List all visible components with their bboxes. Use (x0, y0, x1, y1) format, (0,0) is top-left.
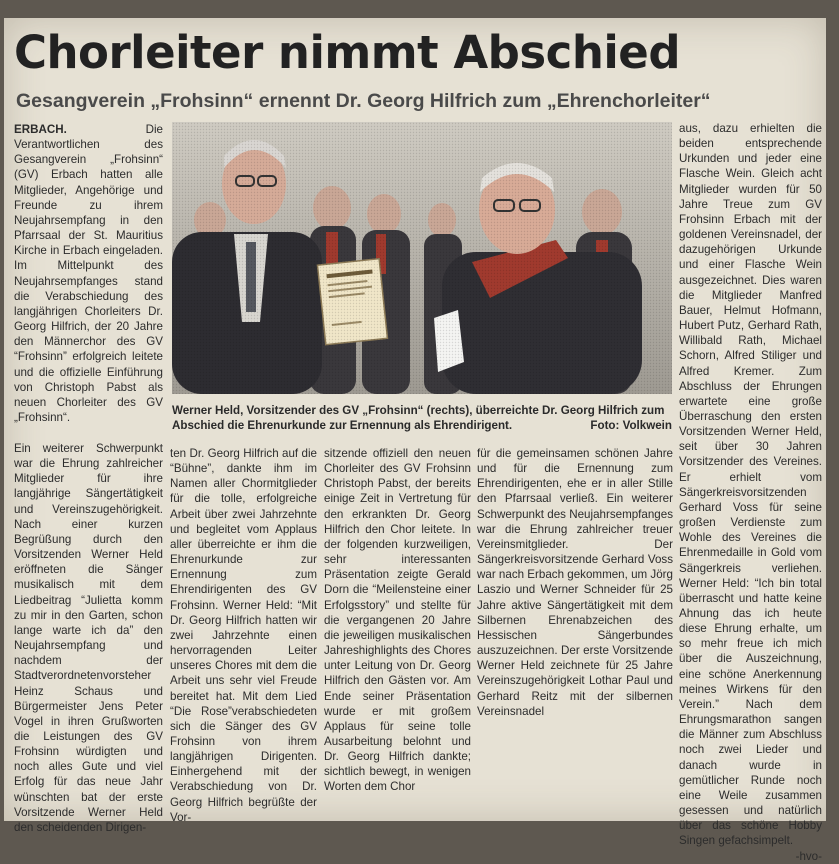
photo-caption (172, 403, 672, 433)
photo-credit: Foto: Volkwein (590, 419, 672, 432)
headline: Chorleiter nimmt Abschied (14, 26, 681, 79)
article-photo (172, 122, 672, 394)
newspaper-clipping (4, 18, 826, 863)
body-column-1 (14, 441, 163, 834)
author-signature: -hvo- (795, 849, 822, 863)
body-column-2 (170, 446, 317, 824)
body-column-5-text: aus, dazu erhielten die beiden entsprechende Urkunden und jeder eine Flasche Wein. Gleich acht Mitglieder wurden für 50 Jahre Treue zum GV Frohsinn Erbach mit der goldenen Vereinsnadel, der dazugehörigen Urkunde und einer Flasche Wein ausgezeichnet. Dies waren die Mitglieder Manfred Bauer, Helmut Hofmann, Hubert Putz, Gerhard Rath, Willibald Rath, Michael Schorn, Alfred Stiliger und Alfred Kremer. Zum Abschluss der Ehrungen erwartete eine große Überraschung den ersten Vorsitzenden Werner Held, seit über 30 Jahren Vorsitzender des Vereines. Er erhielt vom Sängerkreisvorsitzenden Gerhard Voss für seine großen Verdienste zum Wohle des Vereines die Ehrenmedaille in Gold vom Sängerkreis verliehen. Werner Held: “Ich bin total überrascht und hatte keine Ahnung das ich heute diese Ehrung erhalte, um so mehr freue ich mich über die Auszeichnung, eine schöne Anerkennung meines Wirkens für den Verein.” Nach dem Ehrungsmarathon sangen die Männer zum Abschluss noch zwei Lieder und danach wurde in gemütlicher Runde noch eine Weile zusammen gesessen und natürlich über das schöne Hobby Singen gefachsimpelt. (679, 122, 822, 848)
photo-caption-text: Werner Held, Vorsitzender des GV „Frohsinn“ (rechts), überreichte Dr. Georg Hilfrich zum Abschied die Ehrenurkunde zur Ernennung als Ehrendirigent. (172, 404, 665, 432)
body-column-2-text: ten Dr. Georg Hilfrich auf die “Bühne”, dankte ihm im Namen aller Chormitglieder für die tolle, erfolgreiche Arbeit über zwei Jahrzehnte und begleitet vom Applaus aller überreichte er ihm die Ehrenurkunde zur Ernennung zum Ehrendirigenten des GV Frohsinn. Werner Held: “Mit Dr. Georg Hilfrich hatten wir zwei Jahrzehnte einen hervorragenden Leiter unseres Chores mit dem die Arbeit uns sehr viel Freude bereitet hat. Mit dem Lied “Die Rose”verabschiedeten sich die Sänger des GV Frohsinn von ihrem langjährigen Dirigenten. Einhergehend mit der Verabschiedung von Dr. Georg Hilfrich begrüßte der Vor- (170, 447, 317, 824)
subheadline: Gesangverein „Frohsinn“ ernennt Dr. Georg Hilfrich zum „Ehrenchorleiter“ (16, 90, 711, 112)
body-column-4-text: für die gemeinsamen schönen Jahre und für die Ernennung zum Ehrendirigenten, ehe er in aller Stille den Pfarrsaal verließ. Ein weiterer Schwerpunkt des Neujahrsempfanges war die Ehrung zahlreicher treuer Vereinsmitglieder. Der Sängerkreisvorsitzende Gerhard Voss war nach Erbach gekommen, um Jörg Laszio und Werner Schneider für 25 Jahre aktive Sängertätigkeit mit dem Silbernen Ehrenabzeichen des Hessischen Sängerbundes auszuzeichnen. Der erste Vorsitzende Werner Held zeichnete für 25 Jahre Vereinszugehörigkeit Lothar Paul und Gerhard Reitz mit der silbernen Vereinsnadel (477, 447, 673, 718)
body-column-1-text: Ein weiterer Schwerpunkt war die Ehrung zahlreicher Mitglieder für ihre langjährige Sängertätigkeit und Vereinszugehörigkeit. Nach einer kurzen Begrüßung durch den Vorsitzenden Werner Held eröffneten die Sänger musikalisch mit dem Liedbeitrag “Julietta komm zu mir in den Garten, schon lange warte ich da” den Neujahrsempfang und nachdem der Stadtverordnetenvorsteher Heinz Schaus und Bürgermeister Jens Peter Vogel in ihren Grußworten die Leistungen des GV Frohsinn würdigten und noch alles Gute und viel Erfolg für das neue Jahr wünschten bat der erste Vorsitzende Werner Held den scheidenden Dirigen- (14, 442, 163, 834)
choir-photo-illustration (172, 122, 672, 394)
body-column-4 (477, 446, 673, 821)
body-column-3-text: sitzende offiziell den neuen Chorleiter des GV Frohsinn Christoph Pabst, der bereits einige Zeit in Vertretung für den erkrankten Dr. Georg Hilfrich den Chor leitete. In der folgenden kurzweiligen, sehr interessanten Präsentation zeigte Gerald Dorn die “Meilensteine einer Erfolgsstory” und stellte für die vergangenen 20 Jahre die jeweiligen musikalischen Jahreshighlights des Chores unter Leitung von Dr. Georg Hilfrich den Gästen vor. Am Ende seiner Präsentation wurde er mit großem Applaus für seine tolle Ausarbeitung belohnt und Dr. Georg Hilfrich dankte; sichtlich bewegt, in wenigen Worten dem Chor (324, 447, 471, 794)
dateline: ERBACH. (14, 123, 67, 136)
lead-text: Die Verantwortlichen des Gesangverein „Frohsinn“ (GV) Erbach hatten alle Mitglieder, Angehörige und Freunde zu ihrem Neujahrsempfang in den Pfarrsaal der St. Mauritius Kirche in Erbach eingeladen. Im Mittelpunkt des Neujahrsempfanges stand die Verabschiedung des langjährigen Chorleiters Dr. Georg Hilfrich, der 20 Jahre den Männerchor des GV “Frohsinn” erfolgreich leitete und die offizielle Einführung von Christoph Pabst als neuen Chorleiter des GV „Frohsinn“. (14, 123, 163, 424)
body-column-3 (324, 446, 471, 821)
body-column-5 (679, 121, 822, 863)
lead-paragraph (14, 122, 163, 432)
